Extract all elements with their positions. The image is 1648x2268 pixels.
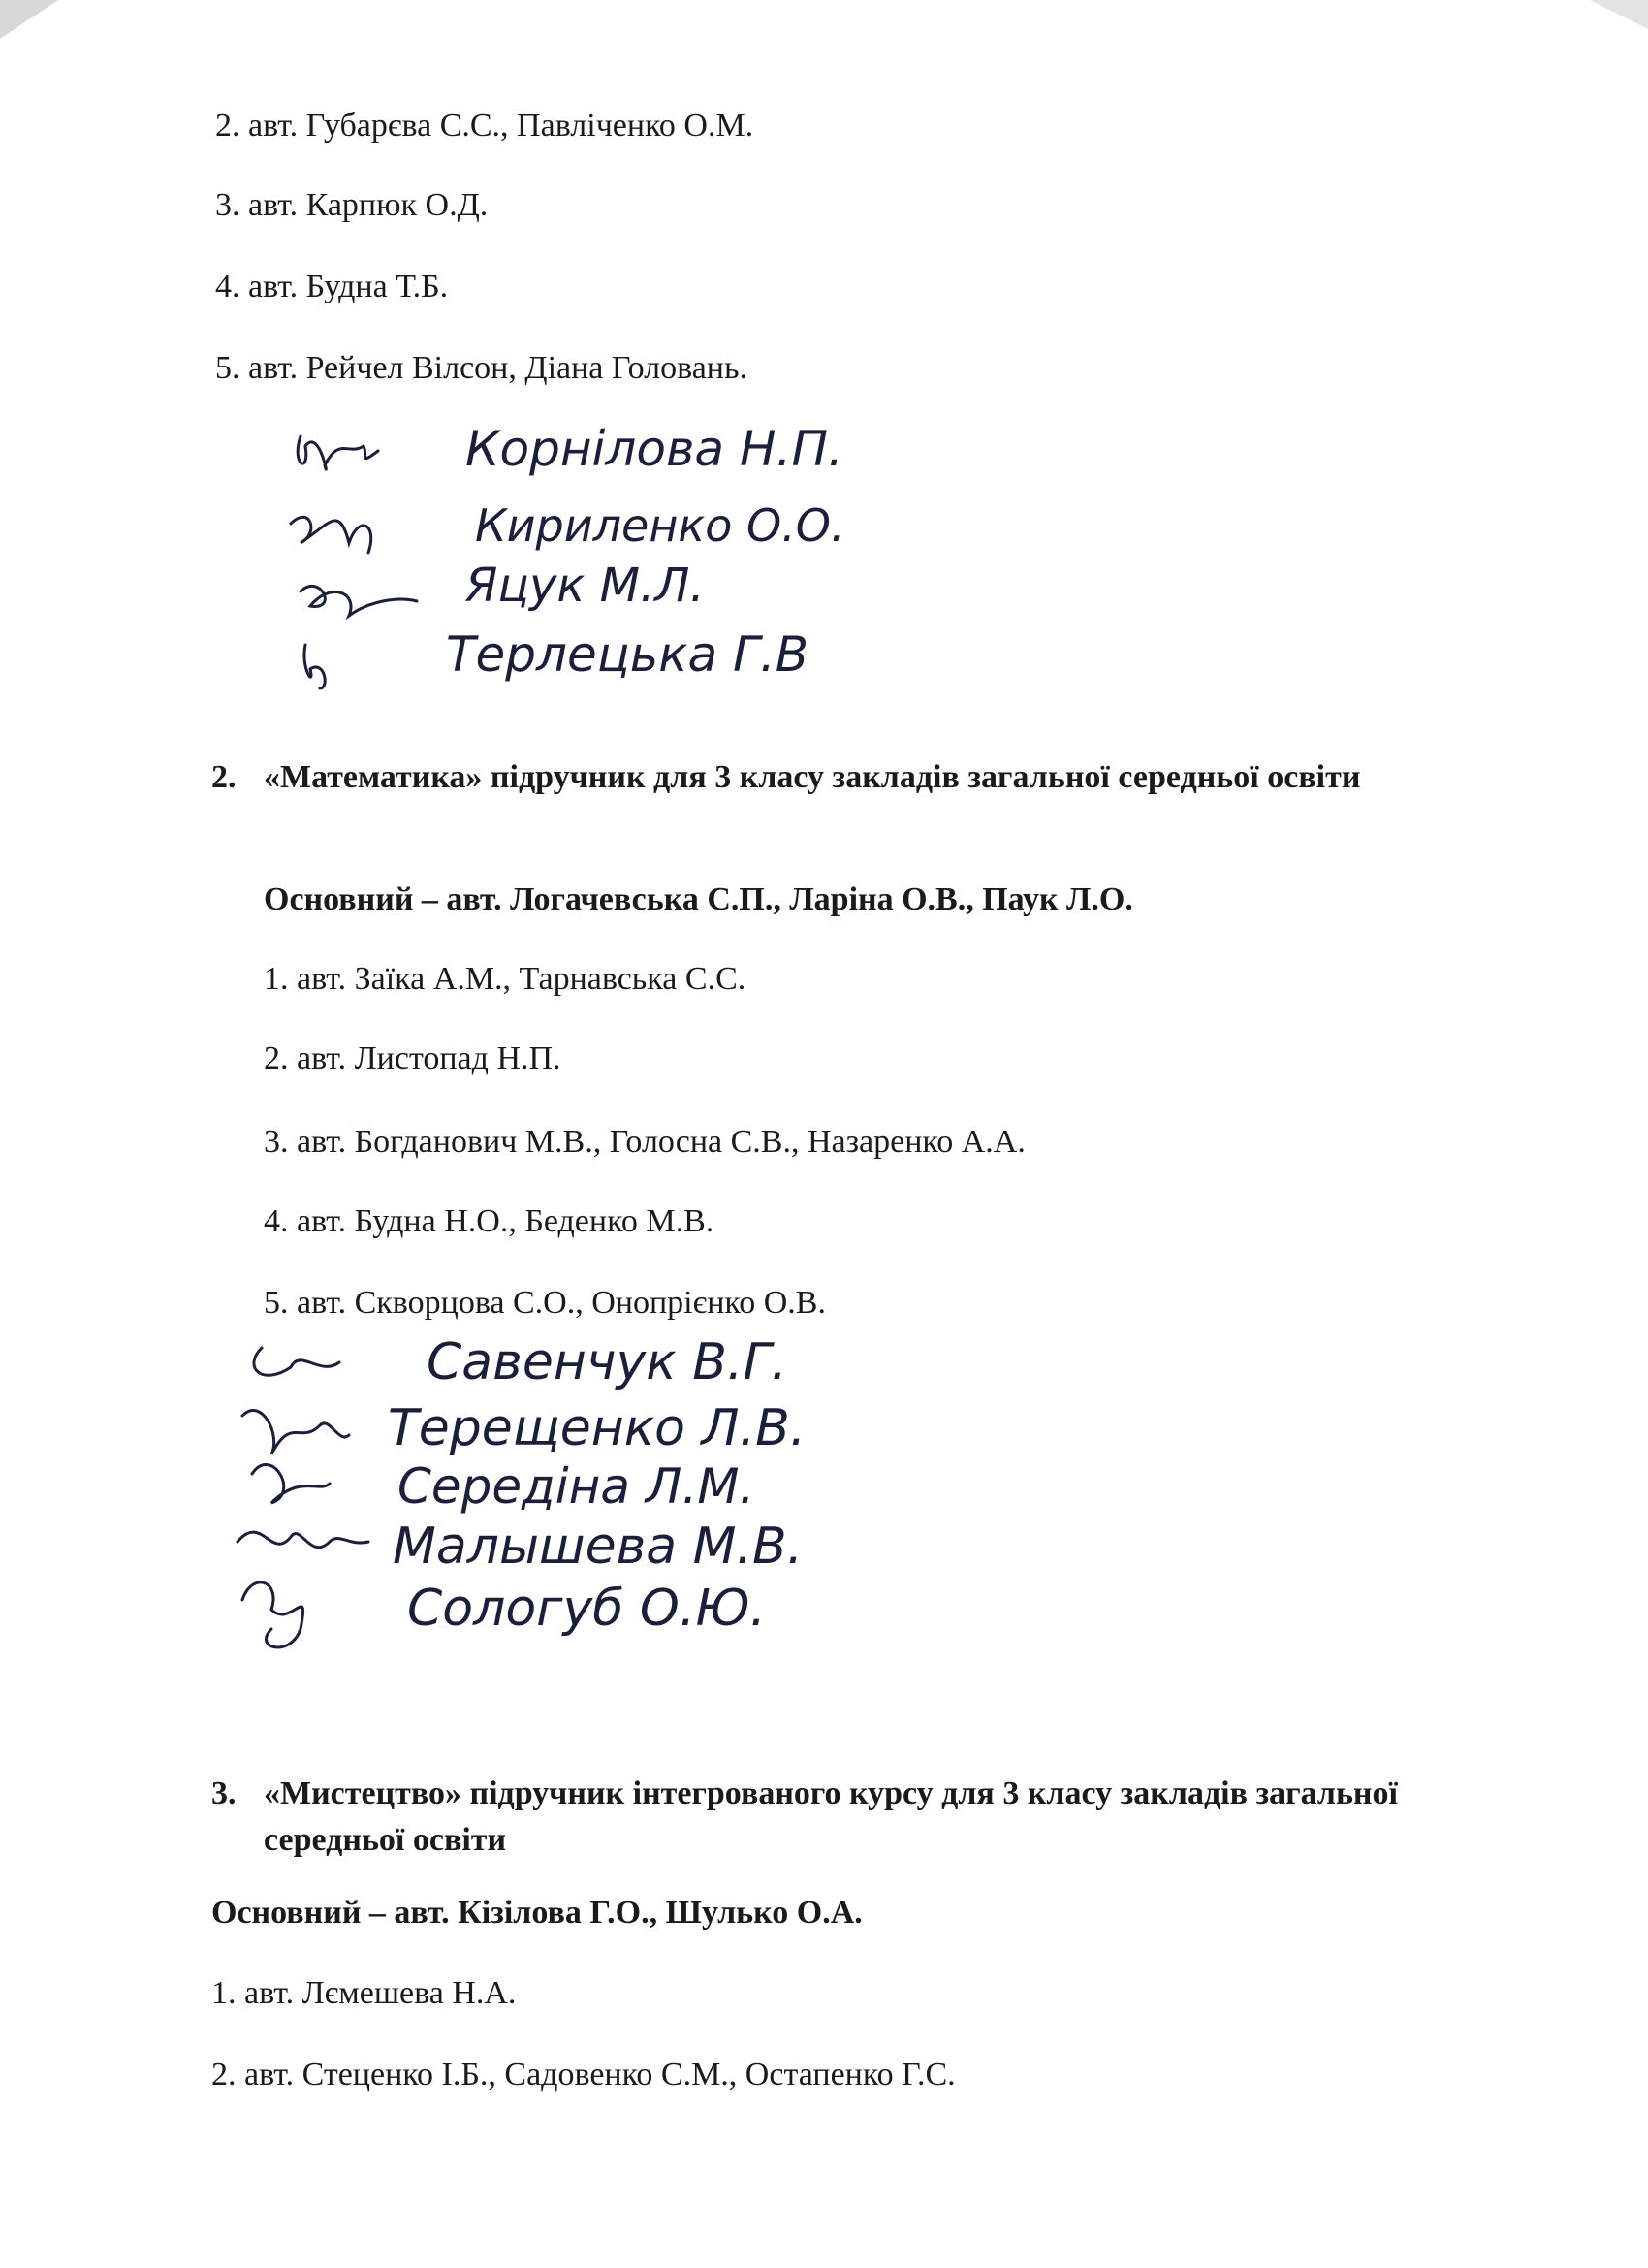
initials-scribble — [304, 645, 325, 688]
list-text: авт. Богданович М.В., Голосна С.В., Назаренко А.А. — [297, 1124, 1026, 1160]
initials-scribble — [238, 1532, 368, 1548]
main-authors: Основний – авт. Логачевська С.П., Ларіна О.В., Паук Л.О. — [264, 881, 1133, 917]
signature-name: Савенчук В.Г. — [427, 1333, 787, 1391]
list-text: авт. Листопад Н.П. — [297, 1040, 561, 1076]
list-number: 2. — [215, 108, 240, 144]
section-list-item — [211, 2056, 956, 2094]
initials-scribble — [254, 1348, 339, 1375]
list-text: авт. Будна Т.Б. — [248, 269, 449, 304]
list-number: 3. — [215, 187, 240, 223]
initials-scribble — [291, 517, 371, 553]
top-list-item — [215, 268, 448, 306]
signature-name: Терлецька Г.В — [446, 626, 809, 683]
list-number: 2. — [211, 2057, 237, 2092]
section-list-item — [264, 1202, 713, 1241]
initials-scribble — [298, 436, 378, 469]
list-number: 1. — [264, 961, 289, 997]
scan-corner-top-right — [1590, 0, 1648, 29]
top-list-item — [215, 107, 753, 145]
signature-block-2 — [233, 1309, 931, 1677]
list-text: авт. Будна Н.О., Беденко М.В. — [297, 1203, 714, 1239]
signature-name: Сологуб О.Ю. — [407, 1580, 766, 1638]
signature-block-1 — [271, 398, 950, 708]
signature-name: Терещенко Л.В. — [388, 1399, 807, 1457]
signature-name: Малышева М.В. — [393, 1517, 804, 1576]
signature-name: Середіна Л.М. — [397, 1458, 755, 1515]
list-number: 3. — [264, 1124, 289, 1160]
initials-scribble — [242, 1582, 303, 1647]
signature-name: Корнілова Н.П. — [465, 421, 843, 477]
signature-graphic — [271, 398, 950, 708]
list-text: авт. Стеценко І.Б., Садовенко С.М., Остапенко Г.С. — [244, 2057, 956, 2092]
section-title: «Математика» підручник для 3 класу закладів загальної середньої освіти — [264, 759, 1361, 795]
top-list-item — [215, 186, 488, 225]
section-title: «Мистецтво» підручник інтегрованого курсу для 3 класу закладів загальної середньої освіти — [264, 1775, 1398, 1858]
scan-corner-top-left — [0, 0, 58, 39]
list-number: 4. — [215, 269, 240, 304]
signature-name: Яцук М.Л. — [465, 559, 705, 613]
initials-scribble — [301, 586, 417, 616]
list-text: авт. Лємешева Н.А. — [244, 1975, 517, 2011]
list-text: авт. Губарєва С.С., Павліченко О.М. — [248, 108, 754, 144]
list-number: 4. — [264, 1203, 289, 1239]
section-list-item — [264, 1039, 561, 1078]
section-number: 3. — [211, 1775, 237, 1811]
section-list-item — [264, 1123, 1026, 1162]
list-number: 1. — [211, 1975, 237, 2011]
section-list-item — [264, 960, 745, 999]
initials-scribble — [252, 1465, 330, 1503]
list-text: авт. Рейчел Вілсон, Діана Головань. — [248, 350, 747, 386]
section-number: 2. — [211, 759, 237, 795]
list-number: 5. — [215, 350, 240, 386]
list-number: 5. — [264, 1285, 289, 1321]
signature-graphic — [233, 1309, 931, 1677]
list-text: авт. Скворцова С.О., Онопрієнко О.В. — [297, 1285, 826, 1321]
section-list-item — [211, 1974, 516, 2013]
main-authors: Основний – авт. Кізілова Г.О., Шулько О.А. — [211, 1895, 863, 1931]
list-number: 2. — [264, 1040, 289, 1076]
top-list-item — [215, 349, 747, 388]
list-text: авт. Заїка А.М., Тарнавська С.С. — [297, 961, 746, 997]
list-text: авт. Карпюк О.Д. — [248, 187, 489, 223]
signature-name: Кириленко О.О. — [475, 499, 845, 552]
initials-scribble — [242, 1411, 349, 1454]
